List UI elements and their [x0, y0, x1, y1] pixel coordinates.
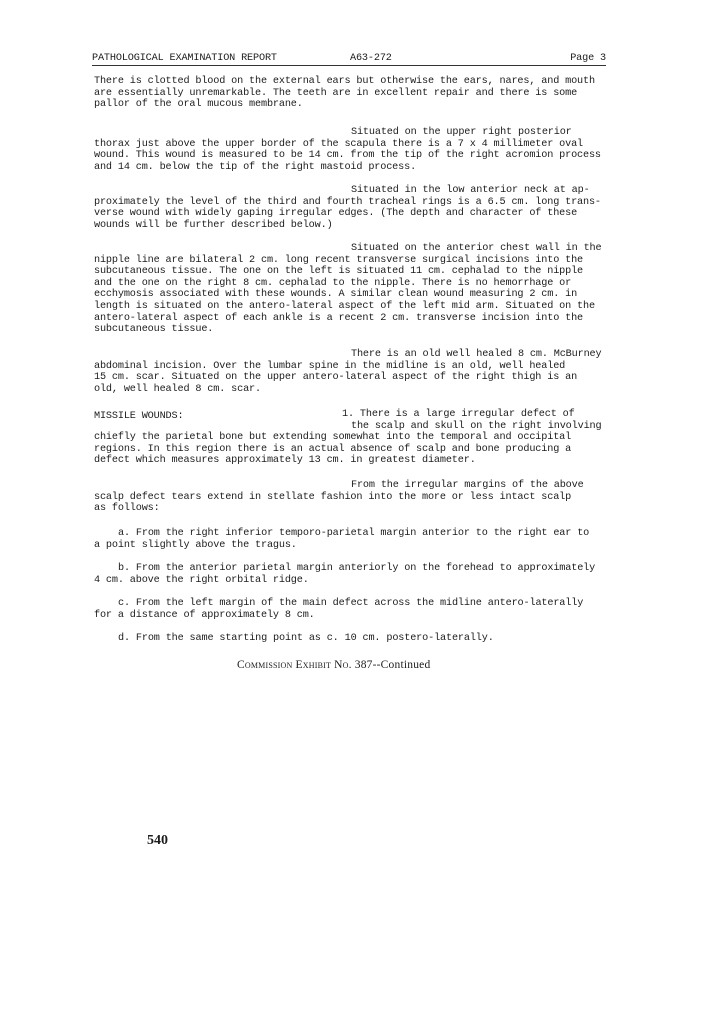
text-line: old, well healed 8 cm. scar.	[94, 383, 261, 395]
text-line: 15 cm. scar. Situated on the upper antero-lateral aspect of the right thigh is an	[94, 372, 578, 384]
text-line: verse wound with widely gaping irregular edges. (The depth and character of these	[94, 208, 578, 220]
text-line: d. From the same starting point as c. 10 cm. postero-laterally.	[118, 633, 494, 644]
exhibit-caption	[237, 659, 497, 671]
paragraph-old-scars	[94, 349, 606, 395]
text-line: There is an old well healed 8 cm. McBurney	[351, 349, 602, 360]
text-line: 4 cm. above the right orbital ridge.	[94, 574, 309, 586]
text-line: antero-lateral aspect of each ankle is a recent 2 cm. transverse incision into the	[94, 312, 584, 324]
section-label-missile-wounds: MISSILE WOUNDS:	[94, 411, 184, 422]
text-line: a point slightly above the tragus.	[94, 539, 297, 551]
text-line: ecchymosis associated with these wounds. A similar clean wound measuring 2 cm. in	[94, 289, 578, 301]
text-line: scalp defect tears extend in stellate fashion into the more or less intact scalp	[94, 491, 572, 503]
page-label: Page 3	[570, 53, 606, 64]
text-line: Situated on the anterior chest wall in the	[351, 243, 602, 254]
text-line: a. From the right inferior temporo-parietal margin anterior to the right ear to	[118, 528, 590, 539]
text-line: 1. There is a large irregular defect of	[342, 409, 575, 420]
list-item-b	[94, 563, 606, 586]
paragraph-surgical-incisions	[94, 243, 606, 336]
text-line: subcutaneous tissue.	[94, 324, 214, 336]
list-item-c	[94, 598, 606, 621]
text-line: are essentially unremarkable. The teeth are in excellent repair and there is some	[94, 87, 578, 99]
text-line: length is situated on the antero-lateral aspect of the left mid arm. Situated on the	[94, 300, 595, 312]
text-line: and 14 cm. below the tip of the right mastoid process.	[94, 161, 417, 173]
text-line: There is clotted blood on the external ears but otherwise the ears, nares, and mouth	[94, 76, 595, 87]
text-line: Situated on the upper right posterior	[351, 127, 572, 138]
text-line: b. From the anterior parietal margin anteriorly on the forehead to approximately	[118, 563, 596, 574]
text-line: for a distance of approximately 8 cm.	[94, 609, 315, 621]
paragraph-thorax-wound	[94, 127, 606, 173]
text-line: and the one on the right 8 cm. cephalad to the nipple. There is no hemorrhage or	[94, 277, 572, 289]
text-line: wounds will be further described below.)	[94, 219, 333, 231]
list-item-d	[94, 633, 606, 645]
text-line: thorax just above the upper border of the scapula there is a 7 x 4 millimeter oval	[94, 138, 584, 150]
text-line: as follows:	[94, 503, 160, 515]
paragraph-scalp-defect	[94, 409, 606, 467]
page-header	[92, 53, 606, 66]
text-line: the scalp and skull on the right involving	[351, 420, 602, 432]
text-line: From the irregular margins of the above	[351, 480, 584, 491]
exhibit-number: 387--Continued	[351, 659, 431, 671]
exhibit-prefix: Commission Exhibit No.	[237, 659, 352, 671]
text-line: nipple line are bilateral 2 cm. long recent transverse surgical incisions into the	[94, 254, 584, 266]
text-line: subcutaneous tissue. The one on the left is situated 11 cm. cephalad to the nipple	[94, 266, 584, 278]
text-line: proximately the level of the third and fourth tracheal rings is a 6.5 cm. long trans-	[94, 196, 601, 208]
paragraph-stellate-tears	[94, 480, 606, 515]
text-line: defect which measures approximately 13 cm. in greatest diameter.	[94, 455, 476, 467]
case-number: A63-272	[350, 53, 392, 64]
text-line: wound. This wound is measured to be 14 cm. from the tip of the right acromion process	[94, 150, 601, 162]
page-number: 540	[147, 833, 168, 848]
text-line: Situated in the low anterior neck at ap-	[351, 185, 590, 196]
report-title: PATHOLOGICAL EXAMINATION REPORT	[92, 53, 277, 64]
paragraph-neck-wound	[94, 185, 606, 231]
list-item-a	[94, 528, 606, 551]
text-line: c. From the left margin of the main defect across the midline antero-laterally	[118, 598, 584, 609]
text-line: pallor of the oral mucous membrane.	[94, 99, 303, 111]
paragraph-ears	[94, 76, 606, 111]
text-line: regions. In this region there is an actual absence of scalp and bone producing a	[94, 443, 572, 455]
text-line: abdominal incision. Over the lumbar spine in the midline is an old, well healed	[94, 360, 566, 372]
text-line: chiefly the parietal bone but extending somewhat into the temporal and occipital	[94, 432, 572, 444]
